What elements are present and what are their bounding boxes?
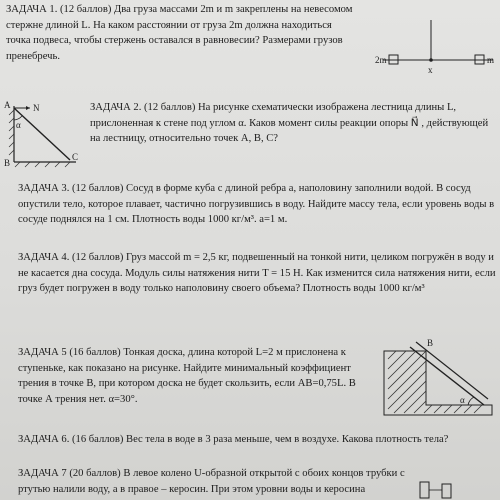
angle-alpha-label: α [16, 120, 21, 130]
distance-x-label: x [428, 65, 433, 75]
problem-2-figure [0, 100, 90, 172]
point-a-label: A [4, 100, 11, 110]
ladder-line [14, 108, 70, 160]
board-line-2 [416, 342, 488, 399]
problem-7-figure [416, 476, 500, 500]
floor-hatching [15, 162, 70, 167]
problem-5-text: ЗАДАЧА 5 (16 баллов) Тонкая доска, длина которой L=2 м прислонена к ступеньке, как показано на рисунке. Найдите минимальный коэффициент трения в точке В, при котором доска не будет скользить, если АВ=0,75L. В точке А трения нет. α=30°. [18, 347, 356, 405]
u-tube-right [442, 484, 451, 498]
force-n-label: N [33, 103, 40, 113]
arrow-head [26, 106, 30, 110]
problem-1-figure [375, 18, 497, 78]
problem-7-text: ЗАДАЧА 7 (20 баллов) В левое колено U-образной открытой с обоих концов трубки с ртутью налили воду, а в правое – керосин. При этом уровни воды и керосина [18, 468, 405, 495]
point-b-label: B [4, 158, 11, 168]
angle-arc [468, 397, 474, 405]
mass-2m-label: 2m [375, 55, 387, 65]
step-hatching [388, 351, 482, 413]
wall-hatching [9, 110, 14, 155]
u-tube-left [420, 482, 429, 498]
problem-3-text: ЗАДАЧА 3. (12 баллов) Сосуд в форме куба с длиной ребра a, наполовину заполнили водой. В сосуд опустили тело, которое плавает, частично погрузившись в воду. Найдите массу тела, если уровень воды в сосуде поднялся на 1 см. Плотность воды 1000 кг/м³. a=1 м. [18, 183, 495, 226]
point-c-label: C [72, 152, 79, 162]
problem-6-text: ЗАДАЧА 6. (16 баллов) Вес тела в воде в 3 раза меньше, чем в воздухе. Какова плотность тела? [18, 434, 449, 445]
angle-alpha-label: α [460, 395, 465, 405]
problem-2-text: ЗАДАЧА 2. (12 баллов) На рисунке схематически изображена лестница длины L, прислоненная к стене под углом α. Каков момент силы реакции опоры N⃗ , действующей на лестницу, относительно точек А, В, С? [90, 102, 489, 145]
pivot-point [429, 58, 433, 62]
problem-1-text: ЗАДАЧА 1. (12 баллов) Два груза массами 2m и m закреплены на невесомом стержне длиной L. На каком расстоянии от груза 2m должна находиться точка подвеса, чтобы стержень оставался в равновесии? Размерами грузов пренебречь. [6, 4, 353, 62]
step-outline [384, 351, 492, 415]
point-b-label: B [427, 338, 434, 348]
problem-5-figure [380, 333, 496, 425]
mass-m-label: m [487, 55, 495, 65]
problem-4-text: ЗАДАЧА 4. (12 баллов) Груз массой m = 2,5 кг, подвешенный на тонкой нити, целиком погружён в воду и не касается дна сосуда. Модуль силы натяжения нити T = 15 Н. Как изменится сила натяжения нити, если груз будет погружен в воду только наполовину своего объема? Плотность воды 1000 кг/м³ [18, 252, 496, 295]
